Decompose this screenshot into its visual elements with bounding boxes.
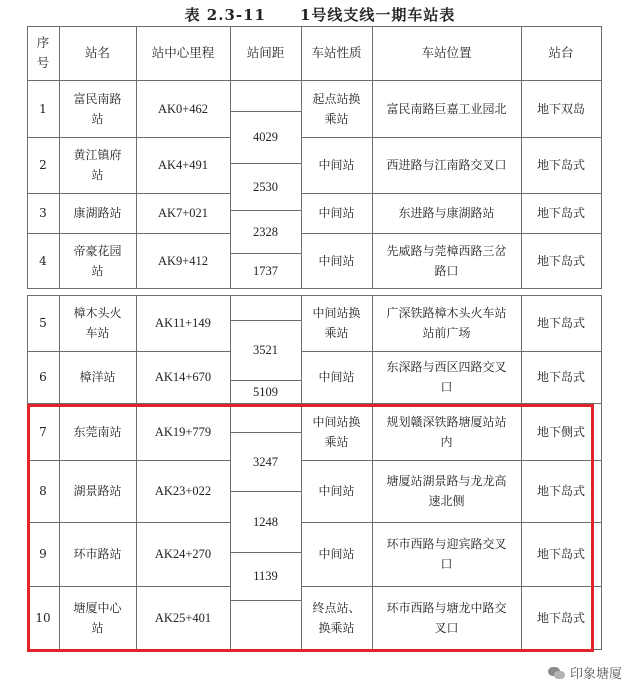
table-row-type-line: 乘站 xyxy=(324,434,349,449)
table-row-location-line: 东深路与西区四路交叉 xyxy=(386,360,507,374)
header-no-line: 号 xyxy=(36,55,50,70)
table-row-location-line: 站前广场 xyxy=(422,326,471,340)
header-no-line: 序 xyxy=(36,35,50,50)
table-row-platform-line: 地下岛式 xyxy=(536,610,585,625)
column-line xyxy=(521,26,522,288)
table-row-location-line: 西进路与江南路交叉口 xyxy=(386,158,507,172)
table-row-location xyxy=(372,193,521,233)
watermark xyxy=(548,663,622,682)
watermark-text: 印象塘厦 xyxy=(569,667,622,682)
table-row-type xyxy=(301,351,372,403)
distance-value-line: 5109 xyxy=(253,384,278,399)
table-row-location xyxy=(372,137,521,193)
table-row-platform-line: 地下侧式 xyxy=(536,424,585,439)
table-row-mileage xyxy=(136,233,230,288)
table-row-platform-line: 地下岛式 xyxy=(536,158,585,172)
row-line xyxy=(301,193,602,194)
table-row-mileage-line: AK23+022 xyxy=(154,484,212,498)
table-row-type-line: 终点站、 xyxy=(312,600,361,615)
header-mileage xyxy=(136,26,230,80)
header-platform xyxy=(521,26,601,80)
row-line xyxy=(301,233,602,234)
table-row-no-line: 7 xyxy=(39,424,47,439)
border-line xyxy=(601,26,602,288)
distance-line xyxy=(230,111,301,112)
table-row-platform-line: 地下岛式 xyxy=(536,206,585,220)
table-row-platform xyxy=(521,193,601,233)
border-line xyxy=(601,295,602,649)
table-row-type-line: 中间站 xyxy=(318,370,355,384)
distance-value-line: 4029 xyxy=(253,130,278,144)
distance-value-line: 2328 xyxy=(253,224,278,239)
table-row-no xyxy=(27,351,59,403)
table-row-type-line: 乘站 xyxy=(324,111,349,126)
table-row-name-line: 富民南路 xyxy=(73,91,122,106)
table-row-name-line: 湖景路站 xyxy=(73,484,122,498)
table-row-type-line: 中间站 xyxy=(318,206,355,220)
row-line xyxy=(301,137,602,138)
header-type xyxy=(301,26,372,80)
table-row-platform xyxy=(521,295,601,351)
table-row-type-line: 中间站 xyxy=(318,158,355,172)
table-row-type-line: 乘站 xyxy=(324,326,349,340)
table-row-mileage-line: AK11+149 xyxy=(155,316,211,330)
table-row-mileage xyxy=(136,351,230,403)
table-row-name-line: 帝豪花园 xyxy=(73,243,122,258)
table-row-type-line: 中间站 xyxy=(318,484,355,498)
table-row-location-line: 口 xyxy=(440,380,453,394)
table-row-platform xyxy=(521,233,601,288)
table-row-no xyxy=(27,233,59,288)
table-row-no xyxy=(27,193,59,233)
table-row-platform xyxy=(521,80,601,137)
table-row-location-line: 东进路与康湖路站 xyxy=(398,206,495,220)
table-row-no-line: 1 xyxy=(39,101,47,116)
table-row-location-line: 先威路与莞樟西路三岔 xyxy=(386,243,507,258)
table-row-name-line: 站 xyxy=(91,168,104,182)
distance-value-line: 3521 xyxy=(253,343,278,357)
table-row-platform-line: 地下双岛 xyxy=(536,101,585,116)
table-row-location-line: 路口 xyxy=(434,263,459,278)
row-line xyxy=(27,233,230,234)
table-row-name xyxy=(59,193,136,233)
distance-line xyxy=(230,163,301,164)
column-line xyxy=(136,26,137,288)
table-row-mileage-line: AK4+491 xyxy=(157,158,209,172)
table-row-name-line: 樟木头火 xyxy=(73,306,122,320)
table-row-name xyxy=(59,351,136,403)
header-location xyxy=(372,26,521,80)
header-location-line: 车站位置 xyxy=(421,45,472,60)
column-line xyxy=(372,26,373,288)
table-row-type-line: 换乘站 xyxy=(318,620,355,635)
table-row-location-line: 广深铁路樟木头火车站 xyxy=(386,306,507,320)
table-row-location xyxy=(372,295,521,351)
header-no xyxy=(27,26,59,80)
table-row-platform-line: 地下岛式 xyxy=(536,547,585,561)
distance-value-line: 1248 xyxy=(253,514,278,529)
table-row-name-line: 黄江镇府 xyxy=(73,148,122,162)
border-line xyxy=(27,26,28,288)
table-row-name-line: 塘厦中心 xyxy=(73,600,122,615)
table-row-platform-line: 地下岛式 xyxy=(536,253,585,268)
header-platform-line: 站台 xyxy=(548,45,574,60)
table-row-platform-line: 地下岛式 xyxy=(536,370,585,384)
table-row-no-line: 10 xyxy=(35,610,51,625)
table-row-type xyxy=(301,295,372,351)
table-row-location xyxy=(372,233,521,288)
row-line xyxy=(27,193,230,194)
table-row-type xyxy=(301,193,372,233)
table-row-name xyxy=(59,233,136,288)
table-row-name xyxy=(59,137,136,193)
distance-line xyxy=(230,320,301,321)
distance-line xyxy=(230,253,301,254)
table-row-name xyxy=(59,80,136,137)
table-row-no-line: 9 xyxy=(39,547,47,561)
table-row-mileage-line: AK14+670 xyxy=(154,370,212,384)
distance-value-line: 2530 xyxy=(253,179,278,194)
header-mileage-line: 站中心里程 xyxy=(151,45,215,60)
table-number: 表 2.3-11 xyxy=(184,6,266,24)
table-row-location xyxy=(372,80,521,137)
table-row-name-line: 车站 xyxy=(85,326,110,340)
table-row-location-line: 内 xyxy=(440,434,453,449)
table-row-type-line: 中间站换 xyxy=(312,414,361,429)
row-line xyxy=(27,351,230,352)
table-row-location-line: 环市西路与塘龙中路交 xyxy=(386,600,507,615)
table-row-mileage xyxy=(136,137,230,193)
table-row-no xyxy=(27,80,59,137)
table-row-name-line: 站 xyxy=(91,111,104,126)
table-row-name-line: 站 xyxy=(91,263,104,278)
row-line xyxy=(27,80,602,81)
table-row-mileage xyxy=(136,80,230,137)
distance-line xyxy=(230,380,301,381)
highlight-frame xyxy=(27,404,594,652)
table-row-location xyxy=(372,351,521,403)
table-row-no-line: 5 xyxy=(39,316,47,330)
table-row-mileage xyxy=(136,193,230,233)
table-row-mileage-line: AK19+779 xyxy=(154,424,212,439)
table-row-mileage-line: AK7+021 xyxy=(157,206,209,220)
distance-value xyxy=(230,320,301,380)
row-line xyxy=(27,137,230,138)
header-name xyxy=(59,26,136,80)
wechat-icon xyxy=(548,666,566,680)
table-row-platform-line: 地下岛式 xyxy=(536,484,585,498)
table-row-location-line: 叉口 xyxy=(434,620,459,635)
table-row-no xyxy=(27,137,59,193)
table-row-name-line: 东莞南站 xyxy=(73,424,122,439)
distance-value xyxy=(230,111,301,163)
row-line xyxy=(301,351,602,352)
table-row-name xyxy=(59,295,136,351)
table-row-location-line: 口 xyxy=(440,557,453,571)
table-row-type xyxy=(301,137,372,193)
header-distance xyxy=(230,26,301,80)
header-type-line: 车站性质 xyxy=(311,45,362,60)
table-row-name-line: 樟洋站 xyxy=(79,370,116,384)
table-row-location-line: 富民南路巨嘉工业园北 xyxy=(386,101,507,116)
table-row-type xyxy=(301,80,372,137)
table-row-name-line: 站 xyxy=(91,620,104,635)
table-row-type xyxy=(301,233,372,288)
table-row-no-line: 6 xyxy=(39,370,47,384)
column-line xyxy=(59,26,60,288)
column-line xyxy=(230,26,231,288)
table-row-no-line: 4 xyxy=(39,253,47,268)
column-line xyxy=(301,26,302,288)
table-row-type-line: 起点站换 xyxy=(312,91,361,106)
table-row-no-line: 3 xyxy=(39,206,47,220)
border-line xyxy=(27,26,602,27)
distance-line xyxy=(230,210,301,211)
border-line xyxy=(27,295,602,296)
table-row-no xyxy=(27,295,59,351)
distance-value-line: 3247 xyxy=(253,454,278,469)
table-row-type-line: 中间站 xyxy=(318,253,355,268)
distance-value-line: 1737 xyxy=(253,263,278,278)
header-name-line: 站名 xyxy=(84,45,110,60)
border-line xyxy=(27,288,602,289)
table-row-mileage xyxy=(136,295,230,351)
table-row-type-line: 中间站 xyxy=(318,547,355,561)
table-row-name-line: 环市路站 xyxy=(73,547,122,561)
table-row-mileage-line: AK0+462 xyxy=(157,101,209,116)
table-row-location-line: 塘厦站湖景路与龙龙高 xyxy=(386,474,507,488)
distance-value xyxy=(230,253,301,288)
distance-value xyxy=(230,210,301,253)
table-row-location-line: 速北侧 xyxy=(428,494,465,508)
table-row-mileage-line: AK24+270 xyxy=(154,547,212,561)
table-row-location-line: 环市西路与迎宾路交叉 xyxy=(386,537,507,551)
distance-value-line: 1139 xyxy=(253,569,278,583)
table-row-name-line: 康湖路站 xyxy=(73,206,122,220)
table-row-mileage-line: AK25+401 xyxy=(154,610,212,625)
header-distance-line: 站间距 xyxy=(246,45,285,60)
table-row-no-line: 8 xyxy=(39,484,47,498)
table-row-platform-line: 地下岛式 xyxy=(536,316,585,330)
table-row-location-line: 规划赣深铁路塘厦站站 xyxy=(386,414,507,429)
table-caption: 1号线支线一期车站表 xyxy=(299,6,456,24)
table-row-no-line: 2 xyxy=(39,158,47,172)
table-row-mileage-line: AK9+412 xyxy=(157,253,209,268)
table-row-platform xyxy=(521,137,601,193)
table-row-platform xyxy=(521,351,601,403)
table-row-type-line: 中间站换 xyxy=(312,306,361,320)
distance-value xyxy=(230,380,301,403)
distance-value xyxy=(230,163,301,210)
